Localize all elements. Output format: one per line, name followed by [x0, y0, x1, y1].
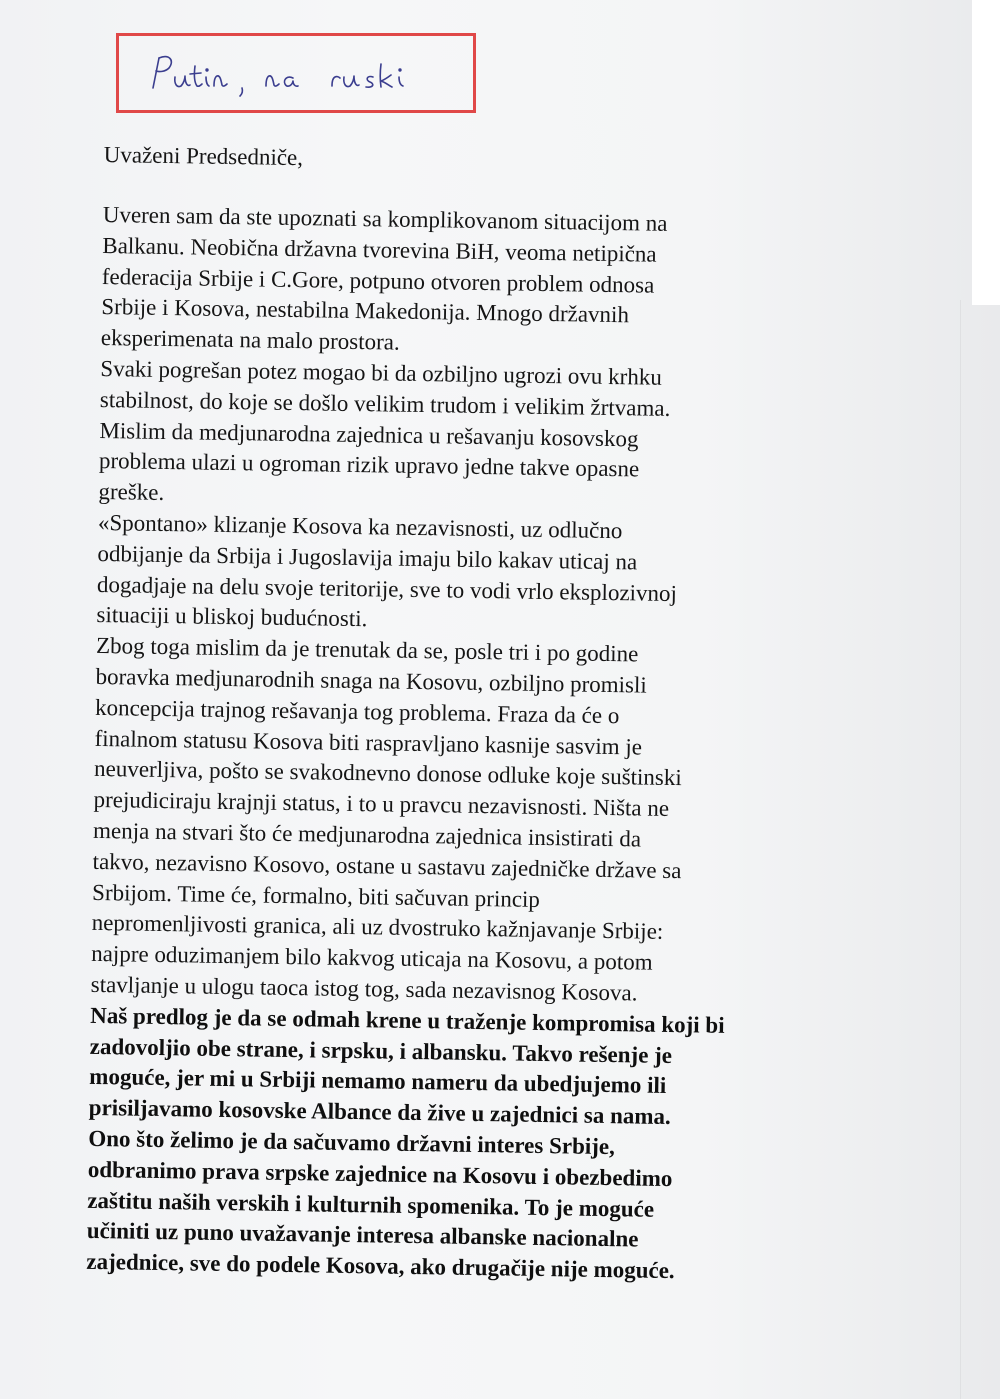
letter-line: Balkanu. Neobična državna tvorevina BiH, veoma netipična	[102, 232, 657, 267]
letter-line: moguće, jer mi u Srbiji nemamo nameru da ubedjujemo ili	[89, 1064, 667, 1099]
letter-line: zaštitu naših verskih i kulturnih spomenika. To je moguće	[87, 1187, 655, 1222]
letter-line: greške.	[98, 479, 165, 506]
letter-line: boravka medjunarodnih snaga na Kosovu, ozbiljno promisli	[95, 663, 647, 698]
letter-line: menja na stvari što će medjunarodna zajednica insistirati da	[92, 817, 642, 852]
letter-line: zajednice, sve do podele Kosova, ako drugačije nije moguće.	[86, 1248, 675, 1284]
page-fold-line	[960, 300, 961, 1399]
letter-line: učiniti uz puno uvažavanje interesa albanske nacionalne	[86, 1218, 639, 1252]
letter-line: stavljanje u ulogu taoca istog tog, sada nezavisnog Kosova.	[90, 971, 638, 1006]
letter-line: Ono što želimo je da sačuvamo državni interes Srbije,	[88, 1125, 616, 1160]
letter-line: Zbog toga mislim da je trenutak da se, posle tri i po godine	[95, 633, 639, 667]
letter-line: Naš predlog je da se odmah krene u traženje kompromisa koji bi	[90, 1002, 725, 1038]
letter-line: federacija Srbije i C.Gore, potpuno otvoren problem odnosa	[101, 263, 655, 298]
letter-line: stabilnost, do koje se došlo velikim trudom i velikim žrtvama.	[99, 386, 671, 421]
letter-line: Uveren sam da ste upoznati sa komplikovanom situacijom na	[102, 201, 668, 236]
letter-line: takvo, nezavisno Kosovo, ostane u sastavu zajedničke države sa	[92, 848, 682, 883]
letter-line: nepromenljivosti granica, ali uz dvostruko kažnjavanje Srbije:	[91, 910, 664, 945]
letter-line: dogadjaje na delu svoje teritorije, sve to vodi vrlo eksplozivnoj	[96, 571, 678, 606]
letter-line: najpre oduzimanjem bilo kakvog uticaja na Kosovu, a potom	[91, 941, 653, 975]
letter-line: zadovoljio obe strane, i srpsku, i albansku. Takvo rešenje je	[89, 1033, 673, 1068]
letter-line: neuverljiva, pošto se svakodnevno donose odluke koje suštinski	[93, 756, 682, 791]
letter-line: prisiljavamo kosovske Albance da žive u zajednici sa nama.	[88, 1094, 671, 1130]
page-corner-background	[972, 0, 1000, 305]
letter-line: Svaki pogrešan potez mogao bi da ozbiljno ugrozi ovu krhku	[100, 355, 663, 390]
letter-line: koncepcija trajnog rešavanja tog problema. Fraza da će o	[94, 694, 620, 728]
letter-line: Srbijom. Time će, formalno, biti sačuvan princip	[91, 879, 541, 912]
letter-line: prejudiciraju krajnji status, i to u pravcu nezavisnosti. Ništa ne	[93, 787, 670, 822]
letter-line: Srbije i Kosova, nestabilna Makedonija. Mnogo državnih	[101, 294, 630, 328]
letter-line: Mislim da medjunarodna zajednica u rešavanju kosovskog	[99, 417, 639, 452]
letter-line: problema ulazi u ogroman rizik upravo jedne takve opasne	[98, 448, 640, 482]
letter-line: odbranimo prava srpske zajednice na Kosovu i obezbedimo	[87, 1156, 673, 1191]
handwritten-signature	[129, 44, 459, 104]
letter-body	[86, 140, 824, 1289]
letter-line: «Spontano» klizanje Kosova ka nezavisnosti, uz odlučno	[97, 509, 623, 544]
letter-line: odbijanje da Srbija i Jugoslavija imaju bilo kakav uticaj na	[97, 540, 638, 575]
handwritten-note-highlight	[116, 33, 476, 113]
letter-line: eksperimenata na malo prostora.	[100, 325, 400, 355]
letter-salutation: Uvaženi Predsedniče,	[103, 141, 304, 171]
letter-line: finalnom statusu Kosova biti raspravljano kasnije sasvim je	[94, 725, 643, 760]
letter-line: situaciji u bliskoj budućnosti.	[96, 602, 368, 632]
